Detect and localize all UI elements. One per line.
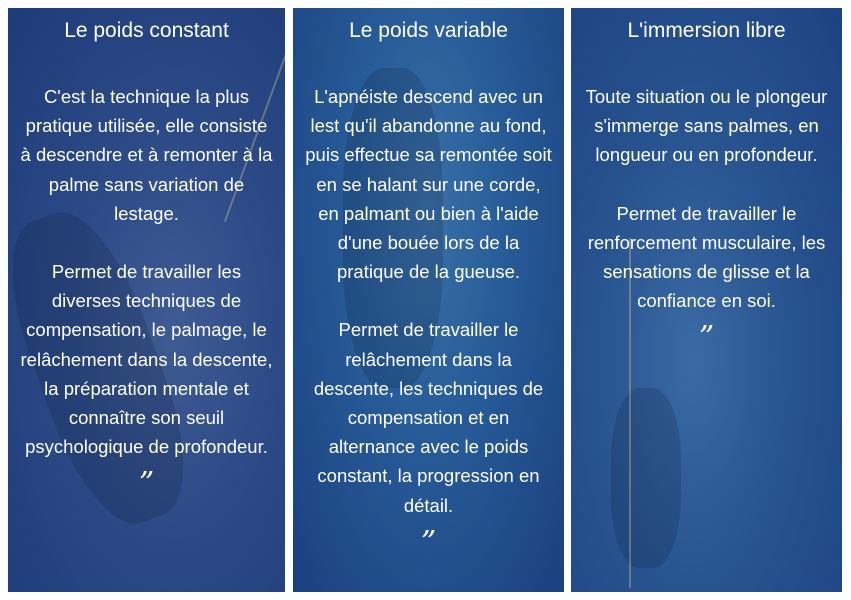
panel-paragraph: Toute situation ou le plongeur s'immerge sans palmes, en longueur ou en profondeur. bbox=[585, 86, 828, 166]
panel-paragraph: Permet de travailler le relâchement dans la descente, les techniques de compensation et en alternance avec le poids constant, la progression en détail. bbox=[313, 319, 544, 516]
panel-paragraph: C'est la technique la plus pratique utilisée, elle consiste à descendre et à remonter à la palme sans variation de lestage. bbox=[20, 86, 273, 224]
quote-mark-icon: ” bbox=[420, 524, 437, 560]
panel-poids-constant bbox=[8, 8, 285, 592]
panel-paragraph: Permet de travailler le renforcement musculaire, les sensations de glisse et la confiance en soi. bbox=[587, 202, 826, 312]
diver-silhouette bbox=[611, 388, 681, 568]
panel-paragraph: L'apnéiste descend avec un lest qu'il abandonne au fond, puis effectue sa remontée soit en se halant sur une corde, en palmant ou bien à l'aide d'une bouée lors de la pratique de la gueuse. bbox=[305, 86, 552, 283]
panel-body bbox=[20, 82, 273, 502]
panel-poids-variable bbox=[293, 8, 564, 592]
quote-mark-icon: ” bbox=[698, 320, 715, 356]
panel-title: L'immersion libre bbox=[627, 19, 786, 42]
panel-immersion-libre bbox=[571, 8, 842, 592]
panel-title: Le poids constant bbox=[64, 19, 229, 42]
panel-paragraph: Permet de travailler les diverses techniques de compensation, le palmage, le relâchement dans la descente, la préparation mentale et connaître son seuil psychologique de profondeur. bbox=[20, 261, 273, 458]
quote-mark-icon: ” bbox=[138, 466, 155, 502]
panel-body bbox=[305, 82, 552, 558]
panel-body bbox=[583, 82, 830, 356]
panel-title: Le poids variable bbox=[349, 19, 508, 42]
